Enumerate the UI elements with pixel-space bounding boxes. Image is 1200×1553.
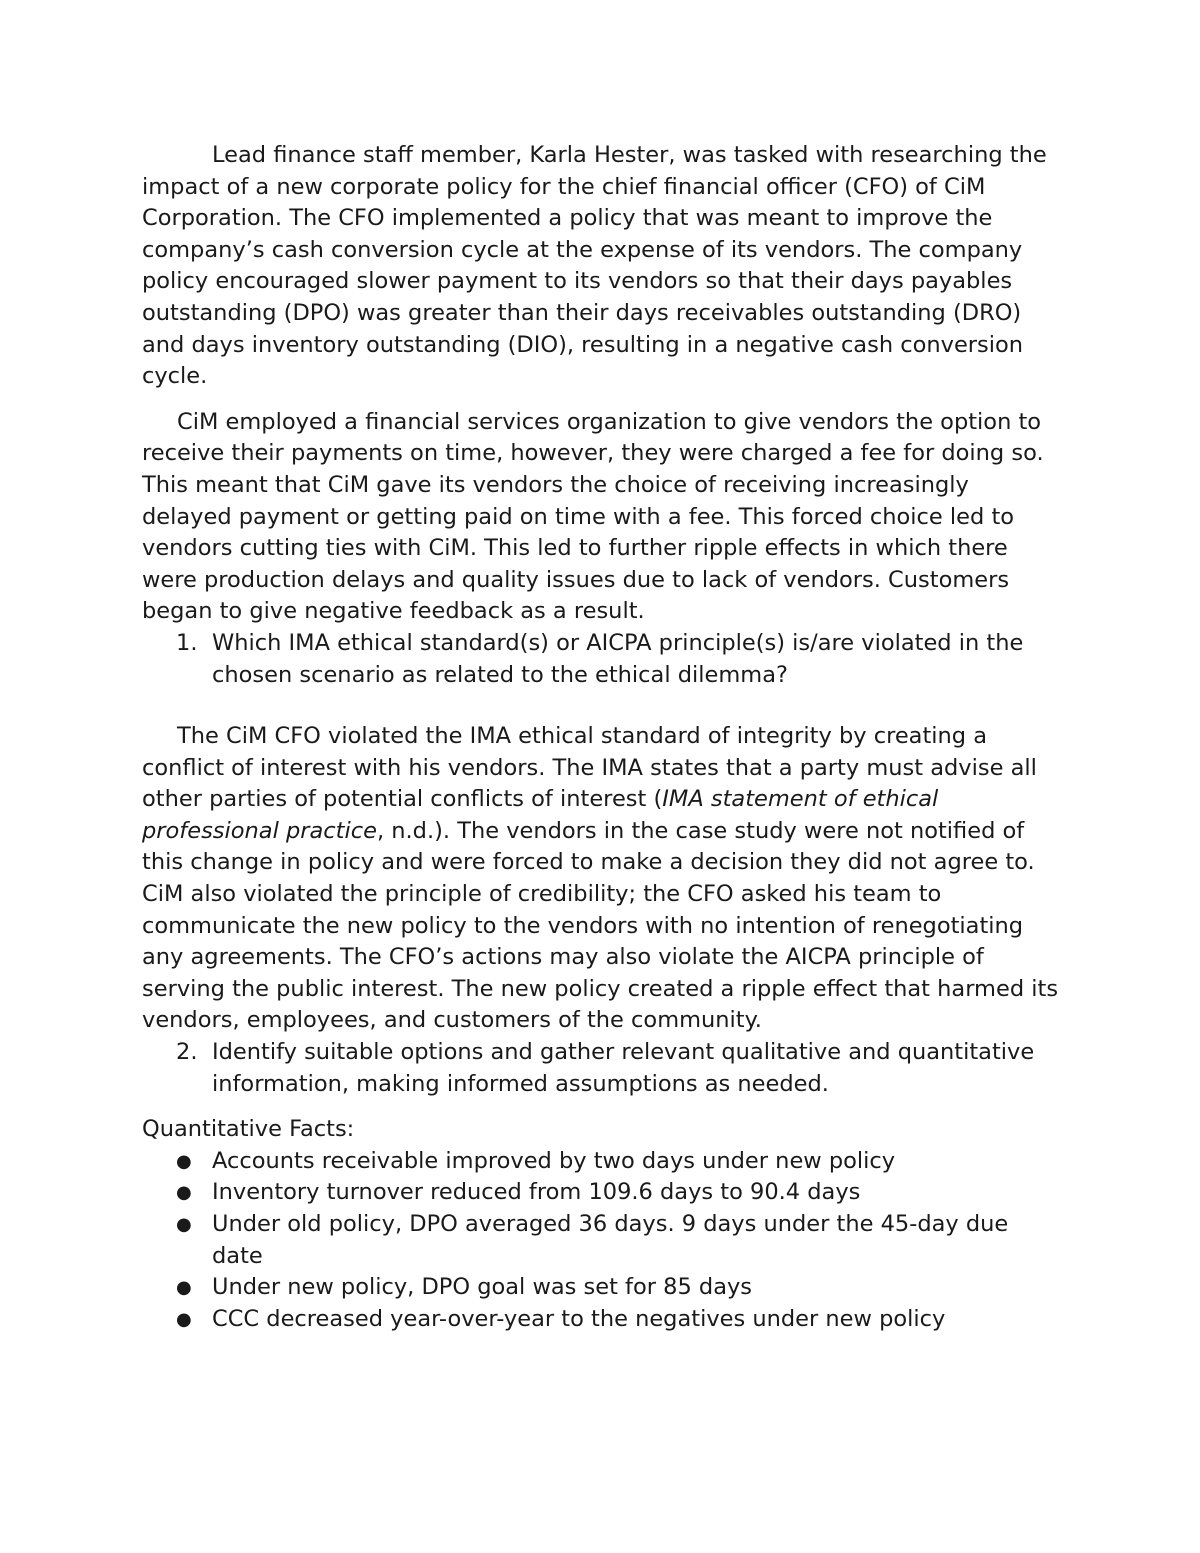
list-item — [142, 1209, 1062, 1272]
answer-1-paragraph — [142, 721, 1062, 1037]
fact-text: CCC decreased year-over-year to the negatives under new policy — [212, 1305, 946, 1332]
question-2-list — [142, 1037, 1062, 1100]
question-2-item — [142, 1037, 1062, 1100]
question-1-text: Which IMA ethical standard(s) or AICPA principle(s) is/are violated in the chosen scenario as related to the ethical dilemma? — [212, 629, 1024, 688]
fact-text: Under new policy, DPO goal was set for 85 days — [212, 1274, 753, 1301]
question-1-number: 1. — [176, 629, 198, 656]
answer-1-text-start: The CiM CFO violated the IMA ethical standard of integrity by creating a conflict of interest with his vendors. The IMA states that a party must advise all other parties of potential conflicts of interest ( — [142, 723, 1037, 813]
question-1-list — [142, 628, 1062, 691]
question-1-item — [142, 628, 1062, 691]
intro-paragraph: Lead finance staff member, Karla Hester, was tasked with researching the impact of a new corporate policy for the chief financial officer (CFO) of CiM Corporation. The CFO implemented a policy that was meant to improve the company’s cash conversion cycle at the expense of its vendors. The company policy encouraged slower payment to its vendors so that their days payables outstanding (DPO) was greater than their days receivables outstanding (DRO) and days inventory outstanding (DIO), resulting in a negative cash conversion cycle. — [142, 142, 1047, 390]
answer-1-text-end: , n.d.). The vendors in the case study were not notified of this change in policy and were forced to make a decision they did not agree to. CiM also violated the principle of credibility; the CFO asked his team to communicate the new policy to the vendors with no intention of renegotiating any agreements. The CFO’s actions may also violate the AICPA principle of serving the public interest. The new policy created a ripple effect that harmed its vendors, employees, and customers of the community. — [142, 817, 1059, 1034]
facts-list — [142, 1146, 1062, 1336]
bullet-icon: ● — [176, 1308, 192, 1330]
list-item — [142, 1272, 1062, 1304]
answer-1-citation-title: IMA statement of ethical professional practice — [142, 786, 939, 844]
question-2-text: Identify suitable options and gather relevant qualitative and quantitative information, making informed assumptions as needed. — [212, 1039, 1035, 1097]
bullet-icon: ● — [176, 1150, 192, 1172]
list-item — [142, 1146, 1062, 1178]
fact-text: Under old policy, DPO averaged 36 days. 9 days under the 45-day due date — [212, 1211, 1009, 1269]
document-page — [142, 140, 1062, 1335]
list-item — [142, 1304, 1062, 1336]
list-item — [142, 1177, 1062, 1209]
fact-text: Inventory turnover reduced from 109.6 days to 90.4 days — [212, 1179, 861, 1206]
fact-text: Accounts receivable improved by two days under new policy — [212, 1147, 896, 1174]
bullet-icon: ● — [176, 1277, 192, 1299]
bullet-icon: ● — [176, 1182, 192, 1204]
question-2-number: 2. — [176, 1039, 198, 1066]
scenario-paragraph: CiM employed a financial services organization to give vendors the option to receive their payments on time, however, they were charged a fee for doing so. This meant that CiM gave its vendors the choice of receiving increasingly delayed payment or getting paid on time with a fee. This forced choice led to vendors cutting ties with CiM. This led to further ripple effects in which there were production delays and quality issues due to lack of vendors. Customers began to give negative feedback as a result. — [142, 408, 1044, 625]
bullet-icon: ● — [176, 1214, 192, 1235]
facts-heading: Quantitative Facts: — [142, 1116, 355, 1143]
